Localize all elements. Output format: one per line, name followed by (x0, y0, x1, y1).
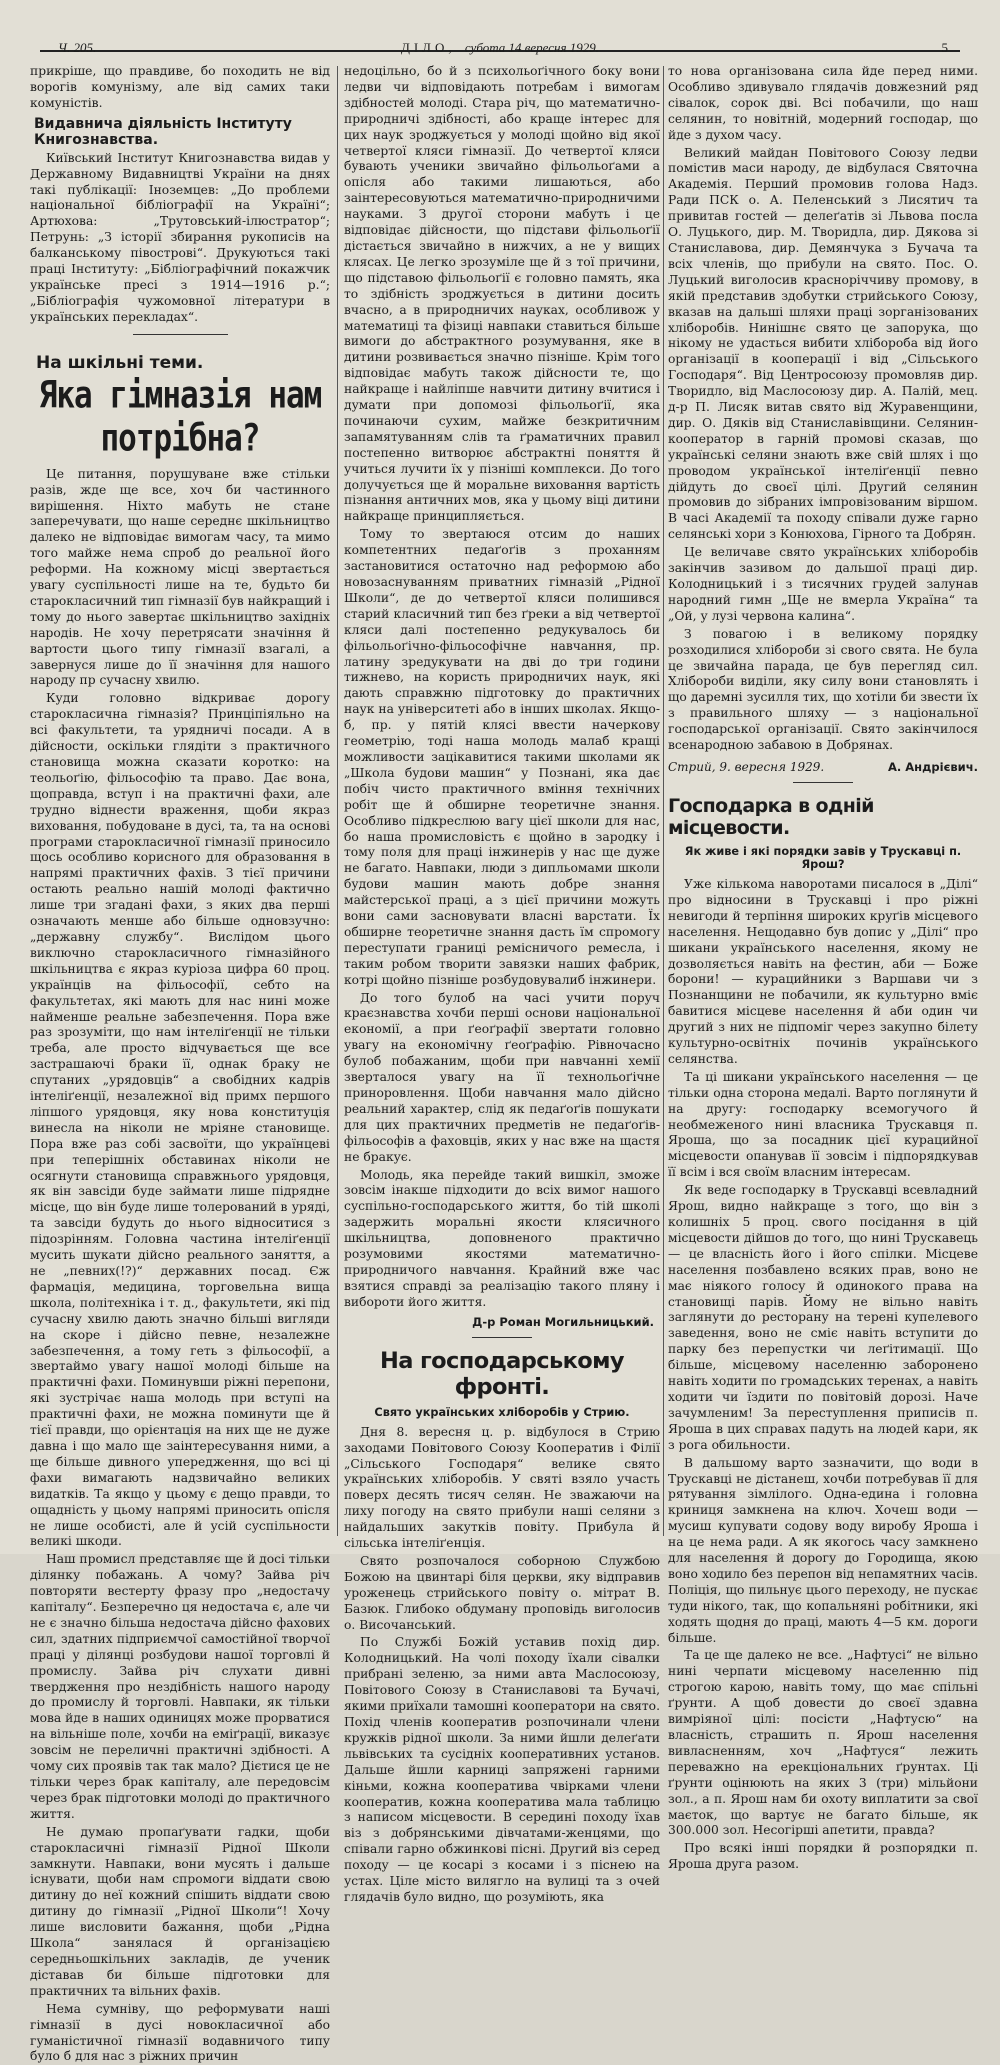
article-paragraph: По Службі Божій уставив похід дир. Колодницький. На чолі походу їхали сівалки прибрані зеленю, за ними авта Маслосоюзу, Повітового Союзу в Станиславові та Бучачі, якими приїхали тамошні кооператори на свято. Похід членів кооператив розпочинали члени кружків рідної школи. За ними йшли делеґати львівських та сусідніх кооперативних установ. Дальше йшли карниці запряжені гарними кіньми, кожна кооператива чвірками члени кооператив, кожна кооператива мала таблицю з написом місцевости. В середині походу їхав віз з добрянськими дівчатами-женцями, що співали гарно обжинкові пісні. Другий віз серед походу — це косарі з косами і з піснею на устах. Ціле місто вилягло на вулиці та з очей глядачів було видно, що розуміють, яка (344, 1635, 660, 1904)
article-paragraph: До того булоб на часі учити поруч краєзнавства хочби перші основи національної економії, а при ґеоґрафії звертати головно увагу на економічну ґеоґрафію. Рівночасно булоб побажаним, щоби при навчанні хемії зверталося увагу на її технольоґічне приноровлення. Щоби навчання мало дійсно реальний характер, слід як педаґоґів пошукати для цих практичних предметів не педаґоґів-фільософів а фаховців, яких у нас вже на щастя не бракує. (344, 990, 660, 1164)
article-paragraph: Та ці шикани українського населення — це тільки одна сторона медалі. Варто поглянути й на другу: господарку всемогучого й необмеженого нині власника Трускавця п. Яроша, що за посадник цієї курацийної місцевости опанував її зовсім і підпорядкував її всім і вся своїм власним інтересам. (668, 1069, 978, 1180)
author-signature: А. Андрієвич. (888, 759, 978, 774)
article-paragraph: Дня 8. вересня ц. р. відбулося в Стрию заходами Повітового Союзу Кооператив і Філії „Сільського Господаря“ велике свято українських хліборобів. У святі взяло участь поверх десять тисяч селян. Не зважаючи на лиху погоду на свято прибули наші селяни з найдальших закутків повіту. Прибула й сільська інтеліґенція. (344, 1424, 660, 1551)
column-3 (668, 64, 978, 1872)
article-subtitle: Як живе і які порядки завів у Трускавці п. Ярош? (684, 844, 962, 871)
article-paragraph: то нова організована сила йде перед ними. Особливо здивувало глядачів довжезний ряд сівалок, сорок дві. Всі побачили, що наш селянин, то новітній, модерний господар, що йде з духом часу. (668, 64, 978, 142)
article-title: Яка гімназія нам потрібна? (38, 373, 322, 460)
article-paragraph: Це питання, порушуване вже стільки разів, жде ще все, хоч би частинного вирішення. Ніхто мабуть не стане заперечувати, що наше середнє шкільництво далеко не відповідає вимогам часу, та мимо того майже нема спроб до реальної його реформи. На кожному місці звертається увагу суспільності лише на те, будьто би старокласичний тип гімназії був найкращий і тому до нього завертає шкільництво західніх народів. Не хочу перетрясати значіння й вартости цього типу гімназії взагалі, а завернуся лише до її значіння для нашого народу пр сучасну хвилю. (30, 466, 330, 688)
article-paragraph: Не думаю пропаґувати гадки, щоби старокласичні гімназії Рідної Школи замкнути. Навпаки, вони мусять і дальше існувати, щоби нам спромоги віддати свою дитину до неї кожний спішить віддати свою дитину до гімназії „Рідної Школи“! Хочу лише висловити бажання, щоби „Рідна Школа“ занялася й організацією середньошкільних закладів, де ученик діставав би більше підготовки для практичних та вільних фахів. (30, 1824, 330, 1998)
issue-number: Ч. 205. (58, 40, 97, 55)
column-1 (30, 64, 331, 2064)
article-title: На господарському фронті. (379, 1347, 624, 1400)
article-paragraph: Це величаве свято українських хліборобів закінчив зазивом до дальшої праці дир. Колодницький і з тисячних грудей залунав народний гимн „Ще не вмерла Україна“ та „Ой, у лузі червона калина“. (668, 545, 978, 623)
article-paragraph: З повагою і в великому порядку розходилися хлібороби зі свого свята. Не була це звичайна парада, це був перегляд сил. Хлібороби виділи, яку силу вони становлять і що даремні зусилля тих, що хотіли би звести їх з правильного шляху — з національної господарської організації. Свято закінчилося всенародною забавою в Добрянах. (668, 626, 978, 753)
article-paragraph: Наш промисл представляє ще й досі тільки ділянку побажань. А чому? Зайва річ повторяти вестерту фразу про „недостачу капіталу“. Безперечно ця недостача є, але чи не є значно більша недостача дійсно фахових сил, здатних підприємчої самостійної творчої праці у ділянці розбудови нашої торговлі й промислу. Зайва річ слухати дивні твердження про нездібність нашого народу до промислу й торговлі. Навпаки, як тільки мова йде в наших одиницях може прорватися на вільніше поле, хочби на еміґрації, виказує зовсім не переличні практичні здібності. А чому сих проявів так так мало? Дієтися це не тільки через брак капіталу, але передовсім через брак підготовки молоді до практичного життя. (30, 1552, 331, 1821)
separator (793, 782, 853, 783)
article-paragraph: Про всякі інші порядки й розпорядки п. Яроша друга разом. (668, 1841, 978, 1872)
article-paragraph: Та це ще далеко не все. „Нафтусі“ не вільно нині черпати місцевому населенню під строгою карою, навіть тому, що має спільні ґрунти. А щоб довести до своєї здавна вимріяної цілі: посісти „Нафтусю“ на власність, страшить п. Ярош населення вивласненням, хоч „Нафтуся“ лежить переважно на ерекціональних ґрунтах. Ці ґрунти оцінюють на яких 3 (три) мільйони зол., а п. Ярош нам би охоту виплатити за свої маєток, що вартує не багато більше, як 300.000 зол. Несогірші апетити, правда? (668, 1648, 978, 1838)
paper-name: ДІЛО, (400, 40, 456, 55)
dateline: Стрий, 9. вересня 1929. (668, 759, 825, 774)
rubric-heading: На шкільні теми. (36, 352, 204, 373)
dateline-row (668, 760, 978, 774)
article-title: Господарка в одній місцевости. (668, 794, 874, 839)
article-paragraph: Тому то звертаюся отсим до наших компетентних педаґоґів з проханням застановитися остаточно над реформою або новозаснуванням приватних гімназій „Рідної Школи“, де до четвертої кляси полишився старий класичний тип без ґреки а від четвертої кляси далі постепенно редукувалось би фільольоґічно-фільософічне навчання, пр. латину зредукувати на дві до три години тижнево, на користь природничих наук, які дають справжню підготовку до практичних наук на університеті або в інших школах. Якщо-б, пр. у пятій клясі ввести начеркову геометрію, тоді наша молодь малаб кращі можливости зацікавитися такими школами як „Школа будови машин“ у Познані, яка дає побіч чисто практичного вміння технічних робіт ще й обширне теоретичне знання. Особливо підкреслюю вагу цієї школи для нас, бо наша промисловість є щойно в зародку і тому поля для праці інжинерів у нас ще дуже не багато. Навпаки, люди з дипльомами школи будови машин мають добре знання майстерської праці, а з цієї причини можуть вони сами засновувати власні варстати. Їх обширне теоретичне знання дасть їм спромогу переступати границі ремісничого ремесла, і таким робом творити завязки наших фабрик, котрі щойно пізніше розбудовувалиб інжинери. (344, 527, 660, 987)
masthead (40, 14, 960, 55)
article-paragraph: Уже кількома наворотами писалося в „Ділі“ про відносини в Трускавці і про ріжні невигоди й терпіння широких круґів місцевого населення. Нещодавно був допис у „Ділі“ про шикани українського населення, якому не дозволяється навіть на фестин, аби — Боже борони! — курацийники з Варшави чи з Познанщини не побачили, як культурно вміє бавитися місцеве населення й аби один чи другий з них не підпоміг через закупно білету культурно-освітніх починів українського селянства. (668, 876, 978, 1066)
separator (133, 334, 228, 335)
article-subtitle: Свято українських хліборобів у Стрию. (374, 1405, 630, 1419)
section-heading: Видавнича діяльність Інституту Книгознавства. (34, 115, 292, 148)
article-paragraph: Куди головно відкриває дорогу старокласична гімназія? Принціпіяльно на всі факультети, та урядничі посади. А в дійсности, оскільки глядіти з практичного становища можна сказати коротко: на теольоґію, фільософію та право. Дає вона, щоправда, вступ і на практичні фахи, але трудно віднести враження, щоби якраз виховання, побудоване в дусі, та, та на основі програми старокласичної гімназії приносило щось особливо корисного для образовання в напрямі практичних фахів. З тієї причини остають реально нашій молоді фактично лише три згадані фахи, з яких два перші означають менше або більше одновзучно: „державну службу“. Вислідом цього виключно старокласичного гімназійного шкільництва є якраз куріоза цифра 60 проц. українців на фільософії, себто на факультетах, які мають для нас нині може найменше реальне забезпечення. Пора вже раз зрозуміти, що нам інтеліґенції не тільки треба, але просто відчувається ще все застрашаючі браки її, однак браку не спутаних „урядовців“ а свобідних кадрів інтеліґенції, незалежної від примх першого ліпшого урядовця, яку нова конституція винесла на ніколи не мріяне становище. Пора вже раз собі засвоїти, що українцеві при теперішніх обставинах ніколи не осягнути становища справжнього урядовця, як він завсіди буде займати лише підрядне місце, що він буде лише толерований в уряді, та завсіди будуть до нього відноситися з підозрінням. Головна частина інтеліґенції мусить шукати дійсно реального заняття, а не „певних(!?)“ державних посад. Єж фармація, медицина, торговельна вища школа, політехніка і т. д., факультети, які під сучасну хвилю дають значно більші вигляди на скоре і дійсно певне, незалежне забезпечення, а тому геть з фільософії, а звертаймо увагу нашої молоді більше на практичні фахи. Поминувши ріжні перепони, які зустрічає наша молодь при вступі на практичні фахи, не можна поминути ще й тієї правди, що орієнтація на них ще не дуже давна і що мало ще заінтересування ними, а ще більше дивного упередження, що всі ці фахи вимагають надзвичайно великих видатків. Та якщо у цьому є дещо правди, то ощадність у цьому напрямі приносить опісля не лише особисті, але й усій суспільности великі шкоди. (30, 691, 330, 1549)
article-paragraph: Свято розпочалося соборною Службою Божою на цвинтарі біля церкви, яку відправив уроженець стрийського повіту о. мітрат В. Базюк. Глибоко обдуману проповідь виголосив о. Височанський. (344, 1553, 660, 1632)
column-rule-1 (337, 66, 338, 1536)
section-paragraph: Київський Інститут Книгознавства видав у Державному Видавництві України на днях такі публікації: Іноземцев: „До проблеми національної бібліографії на Україні“; Артюхова: „Трутовський-ілюстратор“; Петрунь: „З історії збирання рукописів на балканському півострові“. Друкуються такі праці Інституту: „Бібліографічний покажчик українське пресі з 1914—1916 р.“; „Бібліографія чужомовної літератури в українських перекладах“. (30, 150, 330, 324)
column-rule-2 (663, 66, 664, 1536)
issue-date: субота 14 вересня 1929. (464, 40, 600, 55)
masthead-center (40, 40, 960, 56)
separator (472, 1337, 532, 1338)
article-paragraph: Молодь, яка перейде такий вишкіл, зможе зовсім інакше підходити до всіх вимог нашого суспільно-господарського життя, бо тій школі задержить моральні якости клясичного шкільництва, доповненого практично розумовими якостями математично-природничого навчання. Крайний вже час взятися справді за реалізацію такого пляну і вибороти його життя. (344, 1167, 660, 1309)
article-paragraph: Як веде господарку в Трускавці всевладний Ярош, видно найкраще з того, що він з колишніх 5 проц. свого посідання в цій місцевости дійшов до того, що нині Трускавець — це власність його і його спілки. Місцеве населення позбавлено всяких прав, воно не має ніякого голосу й одинокого права на становищі парів. Йому не вільно навіть заглянути до ресторану на терені купелевого заведення, воно не сміє навіть вступити до парку без перепустки чи леґітимації. Що більше, місцевому населенню заборонено навіть ходити по громадських теренах, а навіть ходити чи їздити по повітовій дорозі. Наче зачумленим! За переступлення приписів п. Яроша в цих справах падуть на людей кари, як з рога обильности. (668, 1183, 978, 1452)
article-paragraph: Великий майдан Повітового Союзу ледви помістив маси народу, де відбулася Святочна Академія. Перший промовив голова Надз. Ради ПСК о. А. Пеленський з Лисятич та привитав гостей — делеґатів зі Львова посла О. Луцького, дир. М. Творидла, дир. Дякова зі Станиславова, дир. Демянчука з Бучача та всіх членів, що прибули на свято. Пос. О. Луцький виголосив красноріччиву промову, в якій представив здобутки стрийського Союзу, вказав на дальші шляхи праці зорганізованих хліборобів. Нинішнє свято це запорука, що нікому не удасться вибити хлібороба від його організації в кооперації і від „Сільського Господаря“. Від Центросоюзу промовляв дир. Творидло, від Маслосоюзу дир. А. Палій, мец. д-р П. Лисяк витав свято від Журавенщини, дир. О. Дяків від Станиславівщини. Селянин-кооператор в гарній промові сказав, що українські селяни знають вже свій шлях і що проводом української інтеліґенції певно дійдуть до своєї цілі. Другий селянин промовив до зібраних імпровізованим віршом. В часі Академії та походу співали дуже гарно селянські хори з Конюхова, Гірного та Добрян. (668, 145, 978, 542)
page-number: 5 (941, 40, 948, 55)
intro-paragraph: прикріше, що правдиве, бо походить не від ворогів комунізму, але від самих таки комуністів. (30, 64, 330, 110)
article-paragraph: недоцільно, бо й з психольоґічного боку вони ледви чи відповідають потребам і вимогам здібностей молоді. Стара річ, що математично-природничі здібності, або краще інтерес для цих наук зроджується у молоді щойно від якої четвертої кляси гімназії. До четвертої кляси бувають ученики звичайно фільольоґами а опісля або такими лишаються, або заінтересовуються математично-природничими науками. З другої сторони мабуть і це відповідає дійсности, що підстави фільольоґії дістається звичайно в нижчих, а не у вищих клясах. Це легко зрозуміле ще й з тої причини, що підставою фільольоґії є головно память, яка то здібність зроджується в дитини досить вчасно, а в природничих науках, особливож у математиці та фізиці навпаки ставиться більше вимоги до абстрактного розумування, яке в дитини розвивається значно пізніше. Крім того відповідає мабуть також дійсности те, що найкраще і найліпше навчити дитину вчитися і думати при допомозі фільольоґії, яка починаючи сухим, майже безкритичним запамятуванням слів та ґраматичних правил постепенно витворює абстрактні поняття й учиться лучити їх у пізніші комплекси. До того долучується ще й моральне виховання вартість пізнання античних мов, яка у цьому віці дитини найкраще принципляється. (344, 64, 660, 524)
article-paragraph: Нема сумніву, що реформувати наші гімназії в дусі новокласичної або гуманістичної гімназії водавничого типу було б для нас з ріжних причин (30, 2001, 330, 2064)
column-2 (344, 64, 660, 1904)
author-signature: Д-р Роман Могильницький. (472, 1314, 654, 1329)
article-paragraph: В дальшому варто зазначити, що води в Трускавці не дістанеш, хочби потребував її для рятування зімлілого. Одна-едина і головна криниця замкнена на ключ. Хочеш води — мусиш купувати содову воду виробу Яроша і на це нема ради. А як якогось часу замкнено для населення й дорогу до Городища, якою воно ходило без перепон від непамятних часів. Поліція, що пильнує цього переходу, не пускає туди нікого, так, що копальняні робітники, які ходять щодня до праці, мають 4—5 км. дороги більше. (668, 1455, 978, 1645)
